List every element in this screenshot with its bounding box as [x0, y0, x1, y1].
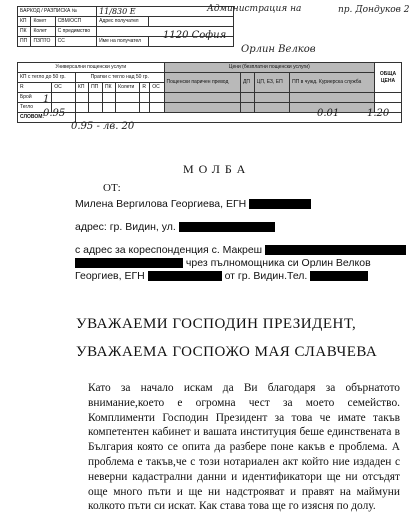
handwritten-address-header: Администрация на [207, 4, 302, 14]
handwritten-street: пр. Дондуков 2 [338, 5, 410, 15]
extra-col-courier: ПП в чужд. Куриерска служба [290, 73, 375, 93]
handwritten-recipient: Орлин Велков [241, 44, 316, 55]
handwritten-total: 1.20 [367, 108, 390, 119]
col-r1: R [18, 83, 52, 93]
cell-pk: ПК [18, 27, 31, 37]
cell-kolet: Колет [31, 27, 55, 37]
handwritten-city: 1120 София [163, 30, 227, 41]
services-header: Универсални пощенски услуги [18, 63, 165, 73]
corr-text-c: Георгиев, ЕГН [75, 270, 145, 282]
cell-svm: СВМ/ОСП [55, 17, 96, 27]
cell-pp: ПП [18, 37, 31, 47]
cell-address-value [149, 17, 234, 27]
letter-body-paragraph: Като за начало искам да Ви благодаря за обърнатото внимание,което е огромна чест за моето семейство. Комплименти Господин Президент за това че имате такъв компетентен кабинет и вашата институция беше единствената в България която се опита да разбере поне какъв е проблема. А проблема е такъв,че с този нотариален акт който ние издаден с неверни кадастрални данни и идентификатори ще ни отсъдят още много пъти и ще ни надстрояват и правят на маймуни колкото пъти си искат. Как става това ще го изясня по долу. [88, 382, 400, 513]
cell-recipient-label: Име на получател [97, 37, 149, 47]
name-text: Милена Вергилова Георгиева, ЕГН [75, 198, 247, 210]
corr-text-b: чрез пълномощника си Орлин Велков [185, 257, 371, 269]
col-r2: R [140, 83, 150, 93]
corr-text-c2: от гр. Видин.Тел. [224, 270, 308, 282]
handwritten-count: 1 [43, 94, 50, 105]
row-label-count: Брой [18, 93, 52, 103]
redaction-corr-address [265, 245, 406, 255]
extra-header: Цени (безплатни пощенски услуги) [164, 63, 375, 73]
cell-koket: Кокет [31, 17, 55, 27]
col-kolet: Колети [116, 83, 140, 93]
col-os1: ОС [52, 83, 76, 93]
from-label: ОТ: [103, 182, 121, 194]
extra-col-cp: ЦП, ЕЗ, ЕП [254, 73, 289, 93]
col-pk: ПК [103, 83, 116, 93]
weight-heavy: Пратки с тегло над 50 гр. [75, 73, 164, 83]
receipt-services-table [17, 62, 402, 123]
corr-line-2 [75, 257, 371, 269]
salutation-president: УВАЖАЕМИ ГОСПОДИН ПРЕЗИДЕНТ, [76, 316, 357, 332]
weight-light: КП с тегло до 50 гр. [18, 73, 76, 83]
cell-priority: С предимство [55, 27, 96, 37]
salutation-slavcheva: УВАЖАЕМА ГОСПОЖО МАЯ СЛАВЧЕВА [76, 344, 378, 360]
col-pp: ПП [89, 83, 103, 93]
col-kp: КП [75, 83, 88, 93]
corr-line-3 [75, 270, 368, 282]
cell-kp: КП [18, 17, 31, 27]
redaction-egn [249, 199, 311, 209]
cell-ss: СС [55, 37, 96, 47]
row-count-cell [52, 93, 76, 103]
handwritten-weight: 0.95 [43, 108, 66, 119]
barcode-label: БАРКОД / РАЗПИСКА № [18, 7, 97, 17]
handwritten-words: 0.95 - лв. 20 [71, 121, 135, 132]
redaction-agent-egn [148, 271, 222, 281]
col-os2: ОС [150, 83, 164, 93]
barcode-value: 11/830 Е [97, 7, 234, 17]
corr-text-a: с адрес за кореспонденция с. Макреш [75, 244, 263, 256]
handwritten-price: 0.01 [317, 108, 340, 119]
total-label: ОБЩА ЦЕНА [375, 63, 402, 93]
corr-line-1 [75, 244, 406, 256]
cell-pzpto: ПЗПТО [31, 37, 55, 47]
redaction-phone [310, 271, 368, 281]
postal-receipt-form [17, 6, 420, 132]
redaction-address [179, 222, 275, 232]
redaction-corr-street [75, 258, 183, 268]
name-line [75, 198, 311, 210]
address-line [75, 221, 275, 233]
extra-col-transfer: Пощенски паричен превод [164, 73, 240, 93]
row-label-weight: Тегло [18, 103, 52, 113]
cell-address-label: Адрес получател [97, 17, 149, 27]
letter-title: МОЛБА [183, 162, 251, 176]
words-label: СЛОВОМ: [18, 113, 76, 123]
address-text: адрес: гр. Видин, ул. [75, 221, 176, 233]
extra-col-dp: ДП [240, 73, 254, 93]
